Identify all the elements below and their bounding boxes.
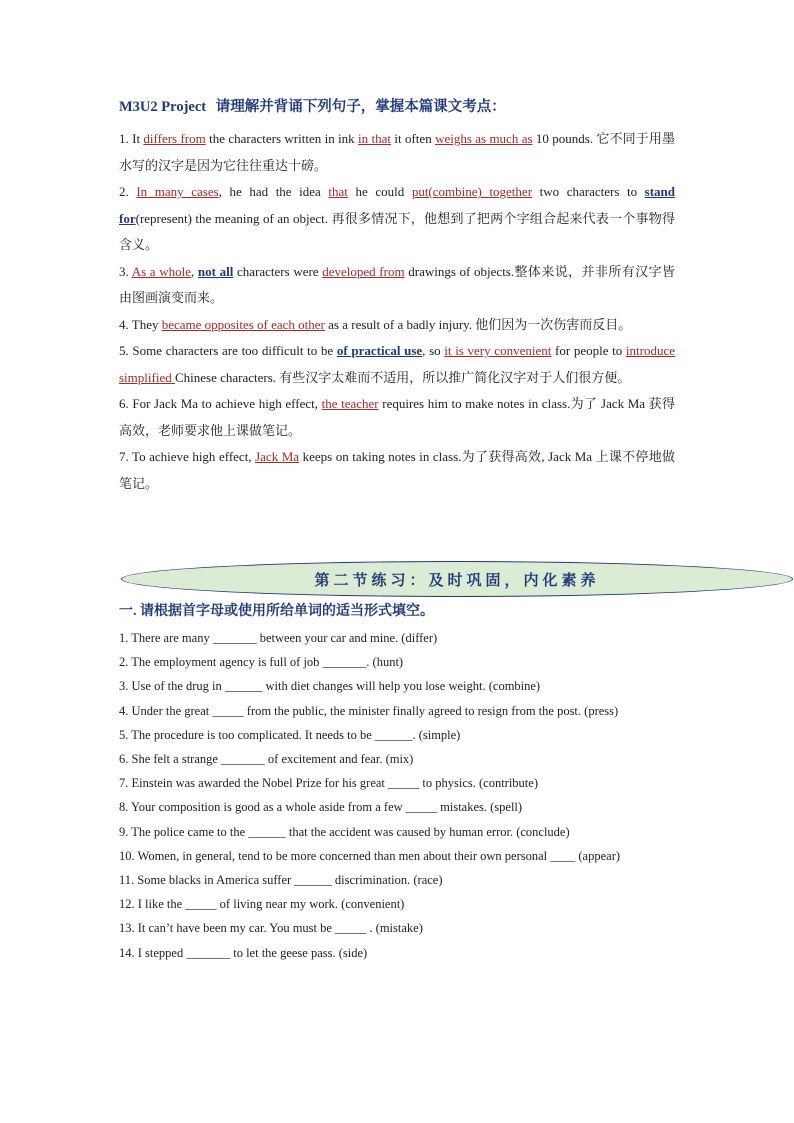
sentence-text: characters were	[233, 263, 323, 279]
key-phrase: As a whole	[131, 263, 191, 279]
exercise-list	[119, 626, 675, 965]
key-phrase: differs from	[143, 131, 206, 146]
sentence-text: for people to	[551, 343, 626, 358]
banner-label: 第二节练习：及时巩固，内化素养	[314, 570, 600, 589]
exercise-item: 5. The procedure is too complicated. It needs to be ______. (simple)	[119, 727, 461, 742]
sentence-item	[119, 338, 675, 391]
key-phrase: developed from	[322, 263, 405, 279]
exercise-item: 12. I like the _____ of living near my work. (convenient)	[119, 897, 405, 912]
exercise-item: 13. It can’t have been my car. You must be _____ . (mistake)	[119, 921, 423, 936]
sentence-text: as a result of a badly injury. 他们因为一次伤害而反目。	[324, 316, 632, 332]
key-phrase: simplified	[119, 369, 175, 385]
exercise-item: 11. Some blacks in America suffer ______ discrimination. (race)	[119, 873, 443, 888]
sentence-text: two characters to	[532, 184, 645, 199]
sentence-item	[119, 126, 675, 179]
exercise-item: 2. The employment agency is full of job _______. (hunt)	[119, 655, 404, 670]
key-phrase: Jack Ma	[255, 449, 300, 464]
sentence-text: , he had the idea	[218, 184, 329, 199]
sentence-item	[119, 312, 675, 339]
sentence-text: the characters written in ink	[205, 131, 359, 146]
exercise-item: 10. Women, in general, tend to be more concerned than men about their own personal ____ (appear)	[119, 848, 621, 863]
exercise-item: 6. She felt a strange _______ of excitement and fear. (mix)	[119, 752, 414, 767]
sentence-text: it often	[391, 131, 436, 146]
lesson-code: M3U2 Project	[119, 99, 207, 115]
key-phrase: weighs as much as	[435, 131, 533, 146]
sentence-text: , so	[422, 343, 445, 358]
sentence-text: requires him to make notes in class.为了 Jack Ma 获得高效，老师要求他上课做笔记。	[119, 396, 676, 438]
sentence-item	[119, 259, 675, 312]
sentence-text: 5. Some characters are too difficult to be	[119, 343, 337, 358]
sentence-text: drawings of objects.整体来说，并非所有汉字皆由图画演变而来。	[119, 263, 675, 305]
sentence-text: keeps on taking notes in class.为了获得高效, Jack Ma 上课不停地做笔记。	[119, 449, 675, 491]
sentence-text: 1. It	[119, 131, 144, 146]
sentence-text: 3.	[119, 263, 132, 279]
exercise-section	[119, 600, 675, 965]
sentence-text: 7. To achieve high effect,	[119, 449, 256, 464]
key-phrase: introduce	[625, 343, 676, 358]
key-phrase: stand for	[119, 184, 676, 226]
exercise-item: 7. Einstein was awarded the Nobel Prize for his great _____ to physics. (contribute)	[119, 776, 538, 791]
key-phrase: of practical use	[336, 343, 423, 358]
key-phrase: in that	[358, 131, 392, 146]
key-phrase: In many cases	[136, 184, 219, 199]
exercise-item: 4. Under the great _____ from the public, the minister finally agreed to resign from the post. (press)	[119, 703, 619, 718]
sentence-text: he could	[347, 184, 412, 199]
sentence-text: (represent) the meaning of an object. 再很多情况下，他想到了把两个字组合起来代表一个事物得含义。	[119, 210, 675, 252]
exercise-item: 9. The police came to the ______ that the accident was caused by human error. (conclude)	[119, 824, 570, 839]
sentence-list	[119, 126, 675, 497]
sentence-item	[119, 391, 675, 444]
section-banner	[121, 561, 793, 597]
sentence-text: 4. They	[119, 316, 162, 332]
exercise-item: 3. Use of the drug in ______ with diet changes will help you lose weight. (combine)	[119, 679, 541, 694]
sentence-item	[119, 444, 675, 497]
exercise-item: 8. Your composition is good as a whole aside from a few _____ mistakes. (spell)	[119, 800, 523, 815]
sentence-text: 10 pounds. 它不同于用墨水写的汉字是因为它往往重达十磅。	[119, 131, 676, 173]
key-phrase: put(combine) together	[411, 184, 533, 199]
sentence-text: 6. For Jack Ma to achieve high effect,	[119, 396, 322, 411]
key-phrase: it is very convenient	[444, 343, 552, 358]
heading-instruction: 请理解并背诵下列句子，掌握本篇课文考点：	[215, 99, 506, 115]
sentence-item	[119, 179, 675, 259]
sentence-text: Chinese characters. 有些汉字太难而不适用，所以推广简化汉字对于人们很方便。	[174, 369, 631, 385]
exercise-item: 14. I stepped _______ to let the geese pass. (side)	[119, 945, 368, 960]
key-phrase: the teacher	[321, 396, 379, 411]
key-phrase: that	[328, 184, 348, 199]
section-heading	[119, 96, 675, 118]
key-phrase: became opposites of each other	[161, 316, 325, 332]
memorization-section	[119, 96, 675, 497]
key-phrase: not all	[197, 263, 234, 279]
sentence-text: ,	[190, 263, 198, 279]
sentence-text: 2.	[119, 184, 137, 199]
exercise-title: 一. 请根据首字母或使用所给单词的适当形式填空。	[119, 604, 434, 619]
exercise-item: 1. There are many _______ between your car and mine. (differ)	[119, 631, 438, 645]
